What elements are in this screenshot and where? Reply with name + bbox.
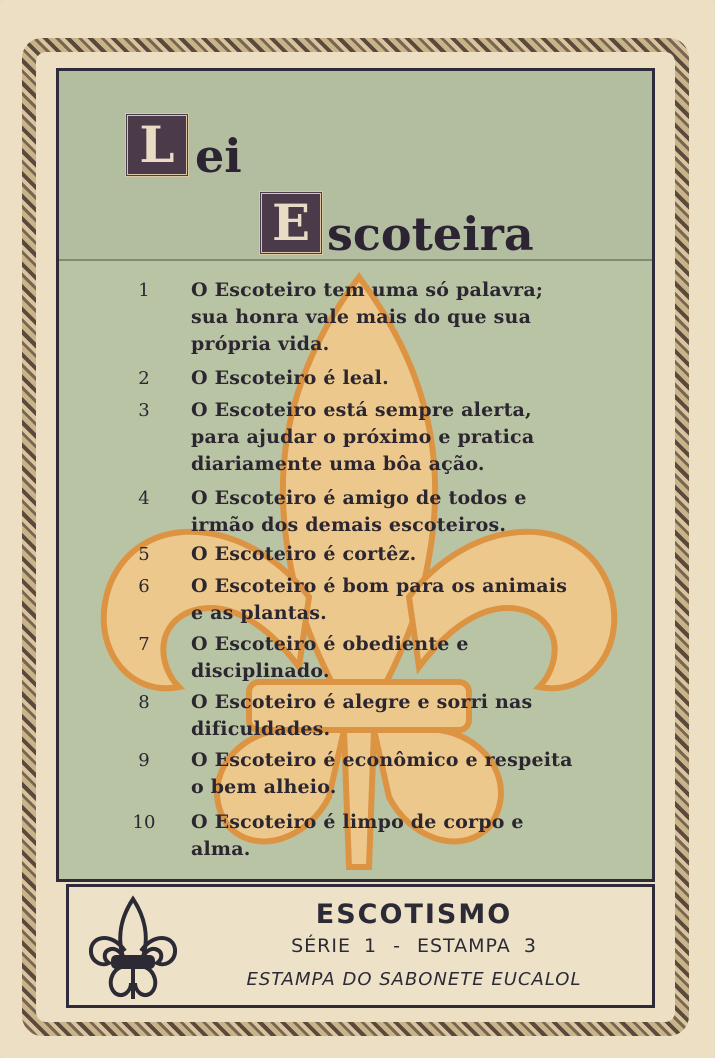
law-text: O Escoteiro está sempre alerta, para ajudar o próximo e pratica diariamente uma bôa ação. <box>191 399 535 475</box>
fleur-de-lis-icon <box>87 895 179 1003</box>
title-word-ei: ei <box>195 129 242 183</box>
title-word-scoteira: scoteira <box>327 207 534 261</box>
law-number: 6 <box>138 576 150 597</box>
drop-cap-l: L <box>125 113 189 177</box>
footer-title: ESCOTISMO <box>315 899 513 930</box>
law-number: 1 <box>138 280 150 301</box>
law-text: O Escoteiro é bom para os animais e as plantas. <box>191 575 568 624</box>
law-number: 8 <box>138 692 150 713</box>
law-text: O Escoteiro é alegre e sorri nas dificuldades. <box>191 691 533 740</box>
footer-source: ESTAMPA DO SABONETE EUCALOL <box>246 969 582 990</box>
law-text: O Escoteiro é obediente e disciplinado. <box>191 633 469 682</box>
law-number: 5 <box>138 544 150 565</box>
law-number: 2 <box>138 368 150 389</box>
law-text: O Escoteiro é leal. <box>191 367 389 389</box>
law-number: 7 <box>138 634 150 655</box>
title-band <box>59 71 652 261</box>
law-text: O Escoteiro é amigo de todos e irmão dos demais escoteiros. <box>191 487 527 536</box>
law-text: O Escoteiro é econômico e respeita o bem alheio. <box>191 749 573 798</box>
law-text: O Escoteiro é cortêz. <box>191 543 417 565</box>
series-separator: - <box>393 935 401 957</box>
stamp-label: ESTAMPA 3 <box>416 935 537 957</box>
law-number: 3 <box>138 400 150 421</box>
series-line <box>179 935 649 957</box>
law-number: 9 <box>138 750 150 771</box>
law-text: O Escoteiro tem uma só palavra; sua honra vale mais do que sua própria vida. <box>191 279 544 355</box>
law-number: 4 <box>138 488 150 509</box>
law-number: 10 <box>132 812 156 833</box>
law-text: O Escoteiro é limpo de corpo e alma. <box>191 811 524 860</box>
law-panel <box>56 68 655 882</box>
drop-cap-e: E <box>259 191 323 255</box>
card-footer <box>66 884 655 1008</box>
series-label: SÉRIE 1 <box>291 935 378 957</box>
